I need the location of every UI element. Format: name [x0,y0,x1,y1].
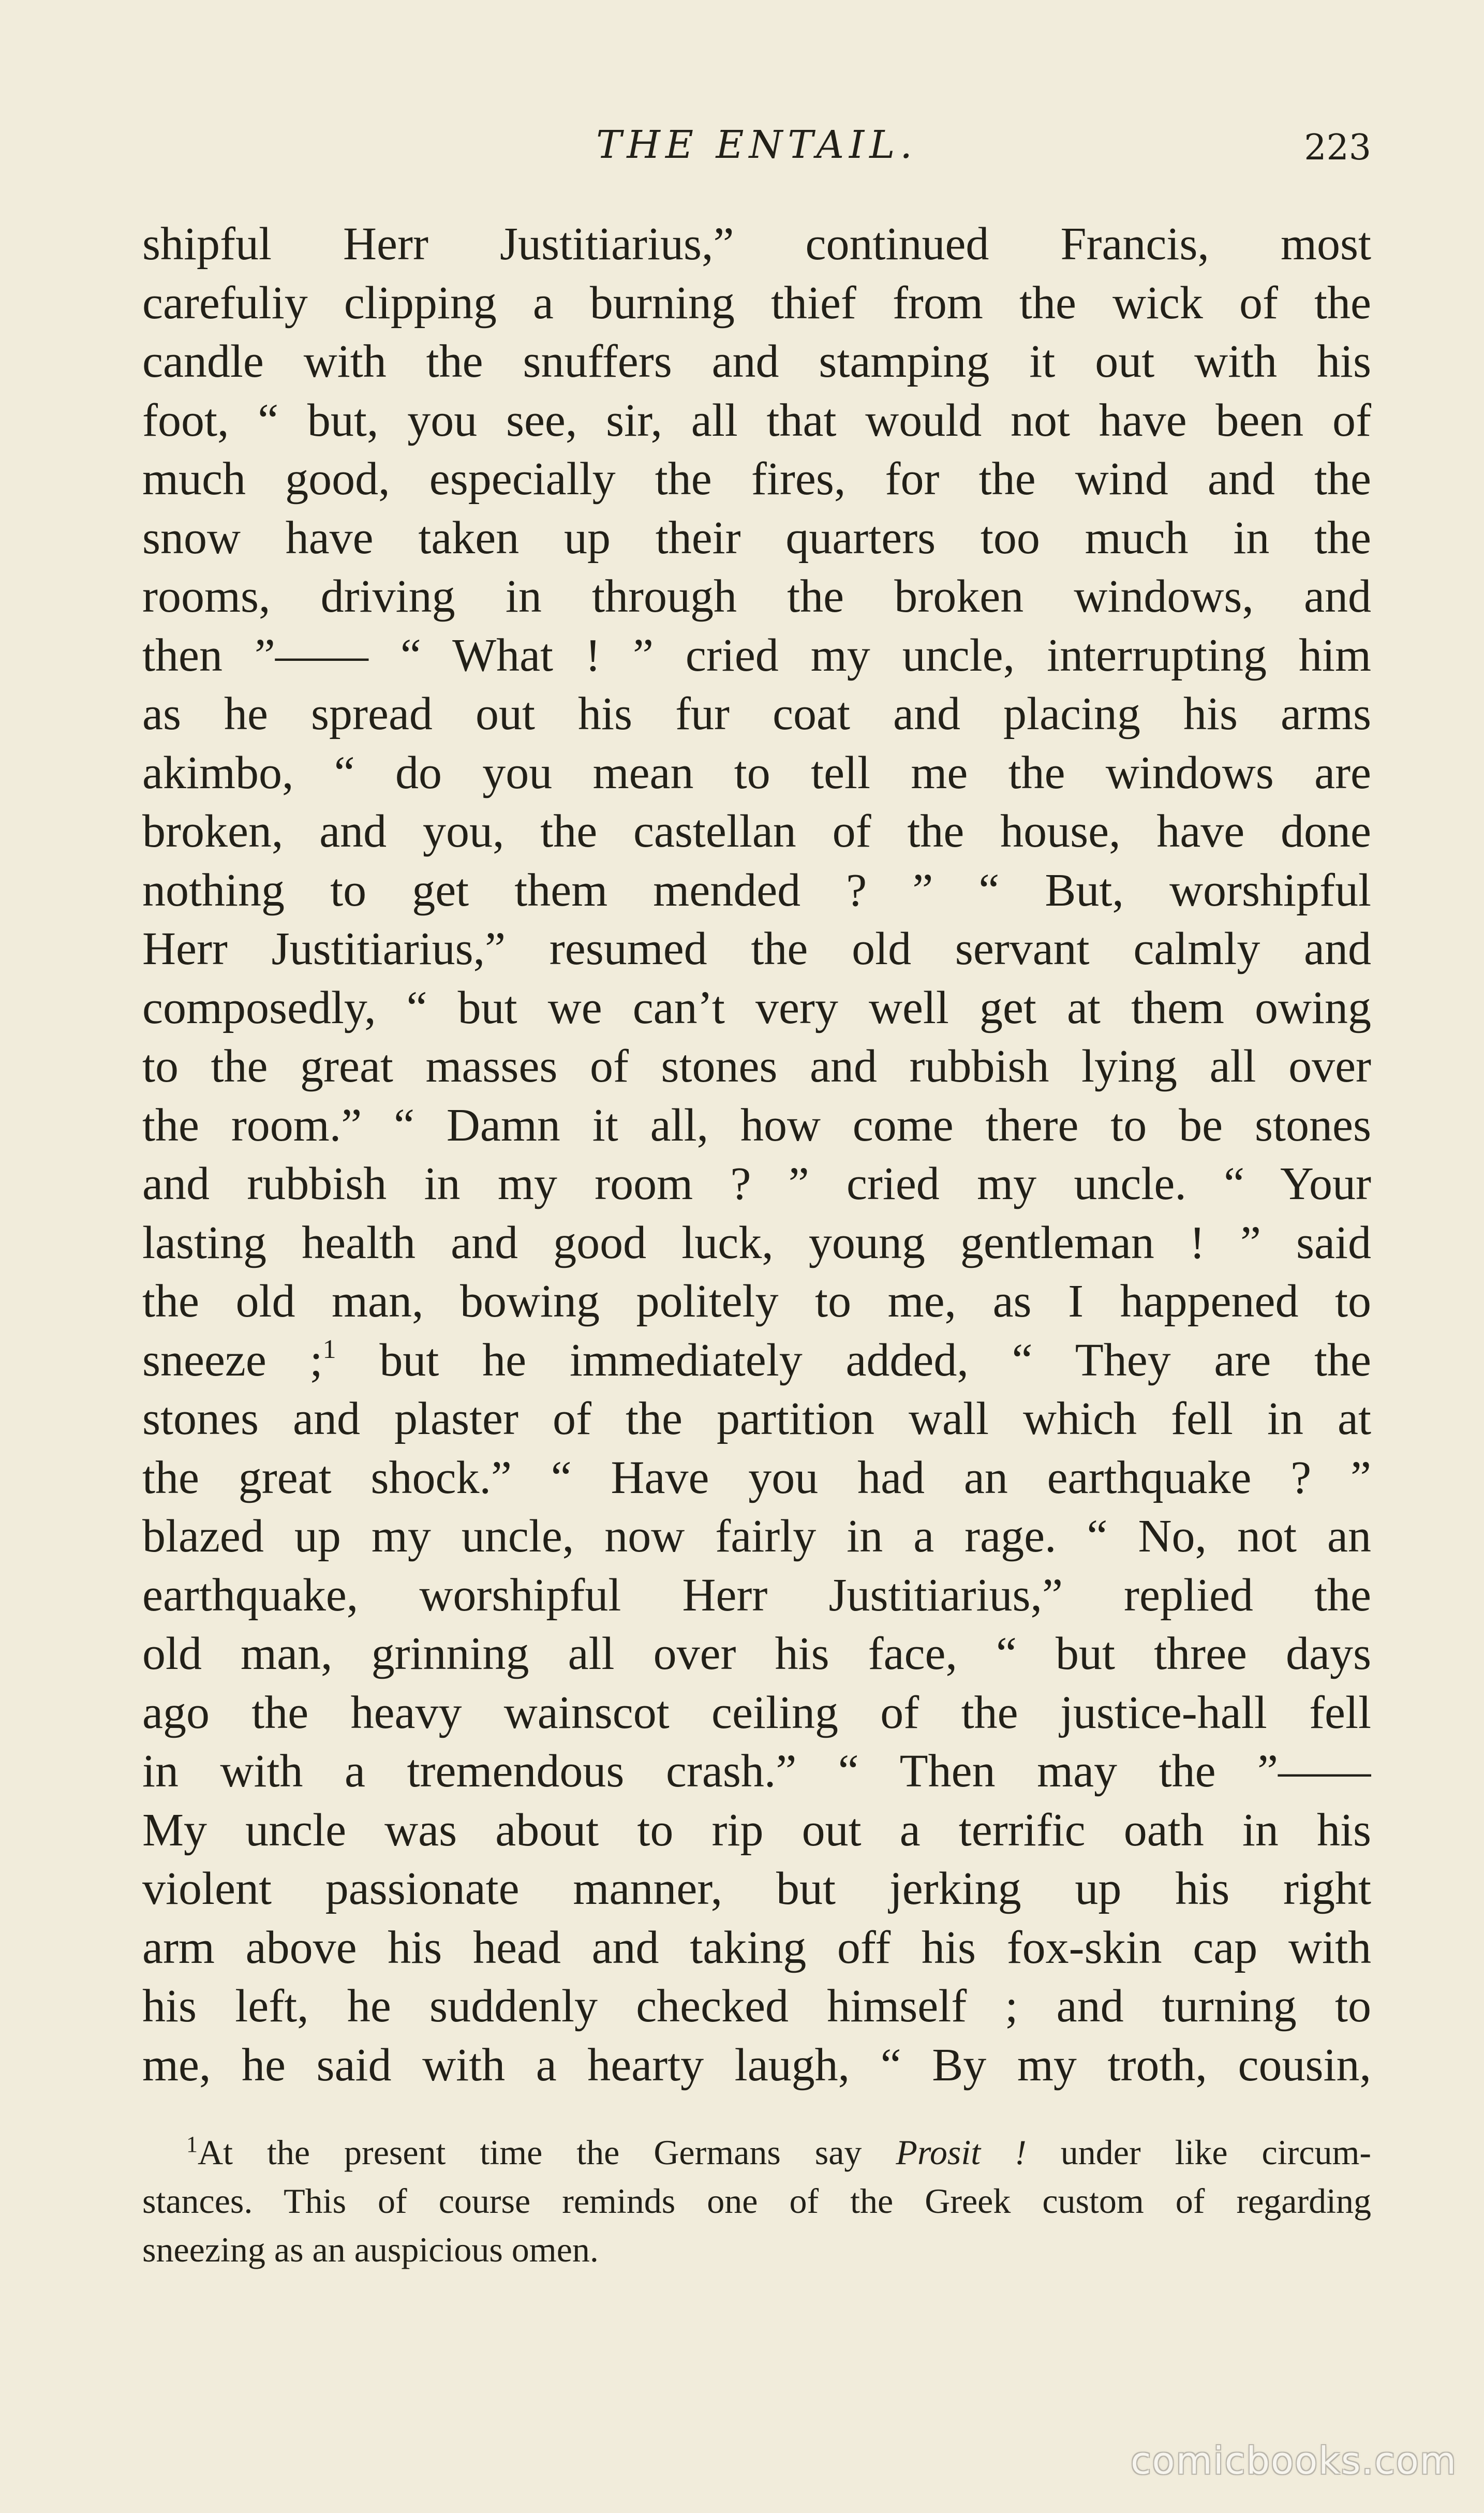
text-line: foot, “ but, you see, sir, all that would not have been of [142,394,1371,446]
text-segment: sneeze ; [142,1334,323,1386]
footnote [142,2128,1371,2274]
running-title: THE ENTAIL. [596,123,917,167]
footnote-reference[interactable]: 1 [322,1334,336,1364]
text-line: nothing to get them mended ? ” “ But, worshipful [142,864,1371,916]
text-line: composedly, “ but we can’t very well get at them owing [142,982,1371,1033]
text-line: the old man, bowing politely to me, as I happened to [142,1276,1371,1327]
text-line: carefuliy clipping a burning thief from the wick of the [142,277,1371,329]
text-line: arm above his head and taking off his fox-skin cap with [142,1921,1371,1973]
text-line: his left, he suddenly checked himself ; and turning to [142,1980,1371,2032]
text-line: the room.” “ Damn it all, how come there to be stones [142,1099,1371,1151]
text-line: snow have taken up their quarters too much in the [142,512,1371,564]
body-text [142,215,1371,2109]
text-line: Herr Justitiarius,” resumed the old servant calmly and [142,923,1371,974]
text-line: rooms, driving in through the broken windows, and [142,571,1371,622]
text-line: then ”—— “ What ! ” cried my uncle, interrupting him [142,629,1371,681]
running-head [142,116,1371,173]
watermark-logo: comicbooks.com [1130,2439,1457,2482]
footnote-line [142,2128,1371,2177]
text-line: as he spread out his fur coat and placing his arms [142,688,1371,740]
text-line: akimbo, “ do you mean to tell me the windows are [142,747,1371,799]
page-number: 223 [1304,127,1371,168]
text-line: candle with the snuffers and stamping it out with his [142,336,1371,387]
footnote-segment: At the present time the Germans say [198,2133,896,2172]
text-segment: but he immediately added, “ They are the [336,1334,1371,1386]
text-line: ago the heavy wainscot ceiling of the justice-hall fell [142,1687,1371,1738]
text-line: and rubbish in my room ? ” cried my uncle. “ Your [142,1158,1371,1209]
text-line: lasting health and good luck, young gentleman ! ” said [142,1217,1371,1268]
footnote-italic-word: Prosit ! [896,2133,1027,2172]
footnote-segment: under like circum- [1026,2133,1371,2172]
text-line: in with a tremendous crash.” “ Then may the ”—— [142,1746,1371,1797]
text-line: earthquake, worshipful Herr Justitiarius,” replied the [142,1569,1371,1621]
text-line: violent passionate manner, but jerking up his right [142,1863,1371,1914]
text-line: the great shock.” “ Have you had an earthquake ? ” [142,1452,1371,1503]
footnote-line: stances. This of course reminds one of the Greek custom of regarding [142,2181,1371,2221]
text-line: old man, grinning all over his face, “ but three days [142,1628,1371,1679]
text-line: me, he said with a hearty laugh, “ By my troth, cousin, [142,2039,1371,2091]
text-line: broken, and you, the castellan of the house, have done [142,806,1371,857]
text-line: My uncle was about to rip out a terrific oath in his [142,1804,1371,1856]
text-line: much good, especially the fires, for the wind and the [142,453,1371,505]
text-line-with-footnote-ref [142,1331,1371,1390]
text-line: shipful Herr Justitiarius,” continued Francis, most [142,218,1371,270]
footnote-line: sneezing as an auspicious omen. [142,2230,599,2269]
text-line: stones and plaster of the partition wall which fell in at [142,1393,1371,1444]
footnote-marker: 1 [186,2132,198,2157]
text-line: blazed up my uncle, now fairly in a rage. “ No, not an [142,1511,1371,1562]
text-line: to the great masses of stones and rubbish lying all over [142,1041,1371,1092]
